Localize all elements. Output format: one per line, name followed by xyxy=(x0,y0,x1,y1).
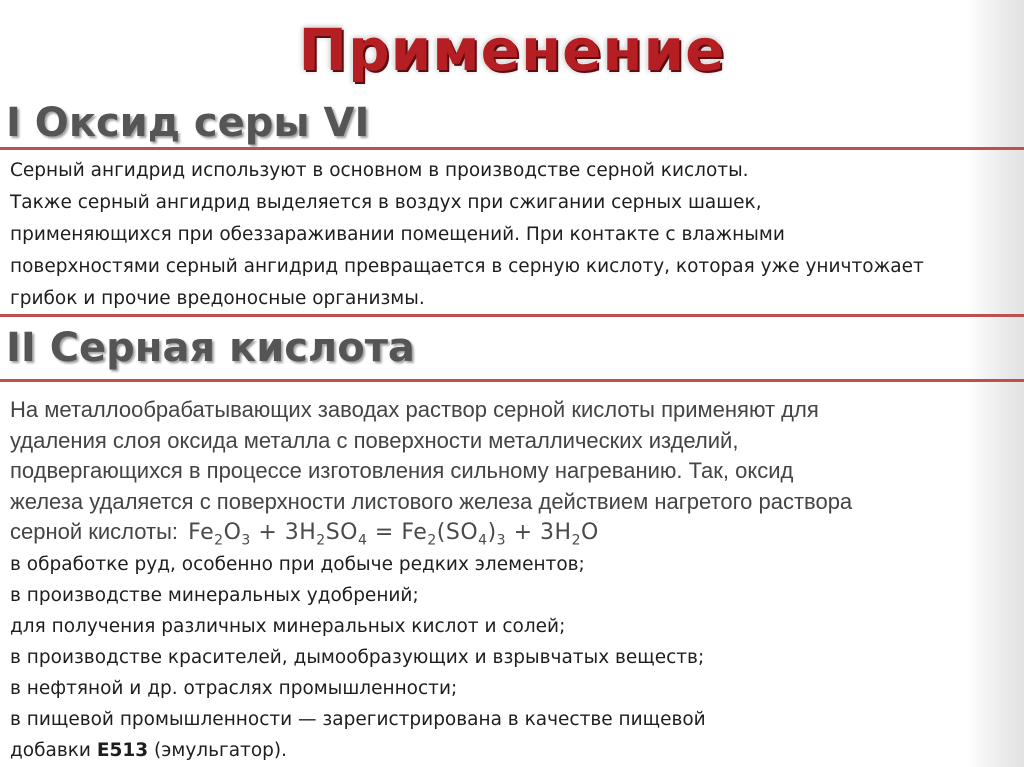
list-item: в пищевой промышленности — зарегистрирована в качестве пищевой xyxy=(10,709,706,730)
section-1-heading: I Оксид серы VI xyxy=(6,100,370,146)
uses-list xyxy=(10,549,1015,766)
divider-bottom xyxy=(0,379,1024,382)
list-item: в нефтяной и др. отраслях промышленности; xyxy=(10,678,458,699)
text-line: грибок и прочие вредоносные организмы. xyxy=(10,288,425,309)
formula-lead: серной кислоты: xyxy=(10,519,179,544)
section-2-heading: II Серная кислота xyxy=(6,325,415,371)
text-line: Также серный ангидрид выделяется в воздух при сжигании серных шашек, xyxy=(10,192,762,213)
list-item: в обработке руд, особенно при добыче редких элементов; xyxy=(10,554,585,575)
text-line: На металлообрабатывающих заводах раствор серной кислоты применяют для xyxy=(10,397,819,422)
text-line: поверхностями серный ангидрид превращается в серную кислоту, которая уже уничтожает xyxy=(10,256,924,277)
list-item: добавки E513 (эмульгатор). xyxy=(10,740,287,761)
text-line: удаления слоя оксида металла с поверхности металлических изделий, xyxy=(10,427,739,453)
section-2-text xyxy=(10,395,1015,556)
list-item: в производстве минеральных удобрений; xyxy=(10,585,419,606)
list-item: для получения различных минеральных кислот и солей; xyxy=(10,616,566,637)
page-title: Применение xyxy=(298,16,726,84)
divider-top xyxy=(0,147,1024,150)
additive-code: E513 xyxy=(96,740,149,761)
text-line: применяющихся при обеззараживании помещений. При контакте с влажными xyxy=(10,224,785,245)
text-line: подвергающихся в процессе изготовления сильному нагреванию. Так, оксид xyxy=(10,458,794,483)
text-line: железа удаляется с поверхности листового железа действием нагретого раствора xyxy=(10,488,853,514)
list-item: в производстве красителей, дымообразующих и взрывчатых веществ; xyxy=(10,647,705,668)
chemical-equation: $Fe_2O_3 + 3H_2SO_4 = Fe_2(SO_4)_3 + 3H_2O$ xyxy=(188,520,599,549)
text-line: Серный ангидрид используют в основном в производстве серной кислоты. xyxy=(10,160,749,181)
divider-middle xyxy=(0,314,1024,317)
section-1-text xyxy=(10,155,1015,315)
